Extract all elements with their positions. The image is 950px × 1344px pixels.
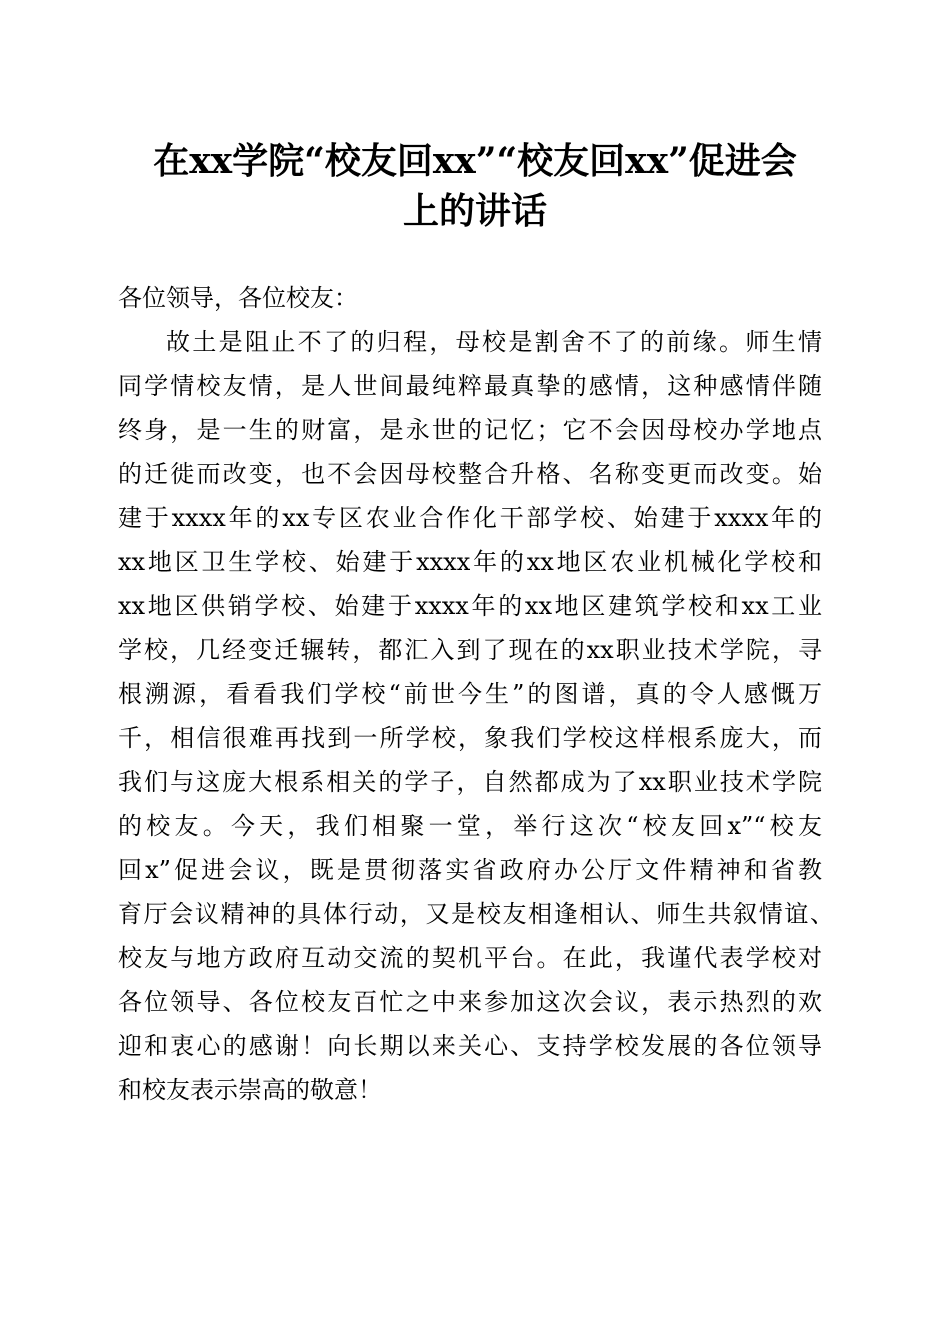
body-line: 同学情校友情，是人世间最纯粹最真挚的感情，这种感情伴随 [118, 372, 822, 400]
body-line: 回x”促进会议，既是贯彻落实省政府办公厅文件精神和省教 [118, 856, 822, 884]
body-line: 学校，几经变迁辗转，都汇入到了现在的xx职业技术学院，寻 [118, 636, 822, 664]
body-line: 建于xxxx年的xx专区农业合作化干部学校、始建于xxxx年的 [118, 504, 822, 532]
body-line: 校友与地方政府互动交流的契机平台。在此，我谨代表学校对 [118, 944, 822, 972]
body-line: xx地区卫生学校、始建于xxxx年的xx地区农业机械化学校和 [118, 548, 822, 576]
body-line: 故土是阻止不了的归程，母校是割舍不了的前缘。师生情 [166, 328, 822, 356]
body-line: 的迁徙而改变，也不会因母校整合升格、名称变更而改变。始 [118, 460, 822, 488]
body-line: 育厅会议精神的具体行动，又是校友相逢相认、师生共叙情谊、 [118, 900, 834, 928]
body-line: 千，相信很难再找到一所学校，象我们学校这样根系庞大，而 [118, 724, 822, 752]
body-line-last: 和校友表示崇高的敬意！ [118, 1076, 382, 1104]
title-line-1: 在xx学院“校友回xx”“校友回xx”促进会 [153, 140, 797, 182]
body-line: 我们与这庞大根系相关的学子，自然都成为了xx职业技术学院 [118, 768, 822, 796]
salutation: 各位领导，各位校友： [118, 284, 358, 312]
body-line: xx地区供销学校、始建于xxxx年的xx地区建筑学校和xx工业 [118, 592, 822, 620]
title-line-2: 上的讲话 [402, 190, 547, 232]
body-line: 根溯源，看看我们学校“前世今生”的图谱，真的令人感慨万 [118, 680, 822, 708]
body-line: 迎和衷心的感谢！向长期以来关心、支持学校发展的各位领导 [118, 1032, 822, 1060]
body-line: 的校友。今天，我们相聚一堂，举行这次“校友回x”“校友 [118, 812, 822, 840]
document-title [100, 136, 850, 236]
body-line: 各位领导、各位校友百忙之中来参加这次会议，表示热烈的欢 [118, 988, 822, 1016]
body-line: 终身，是一生的财富，是永世的记忆；它不会因母校办学地点 [118, 416, 822, 444]
